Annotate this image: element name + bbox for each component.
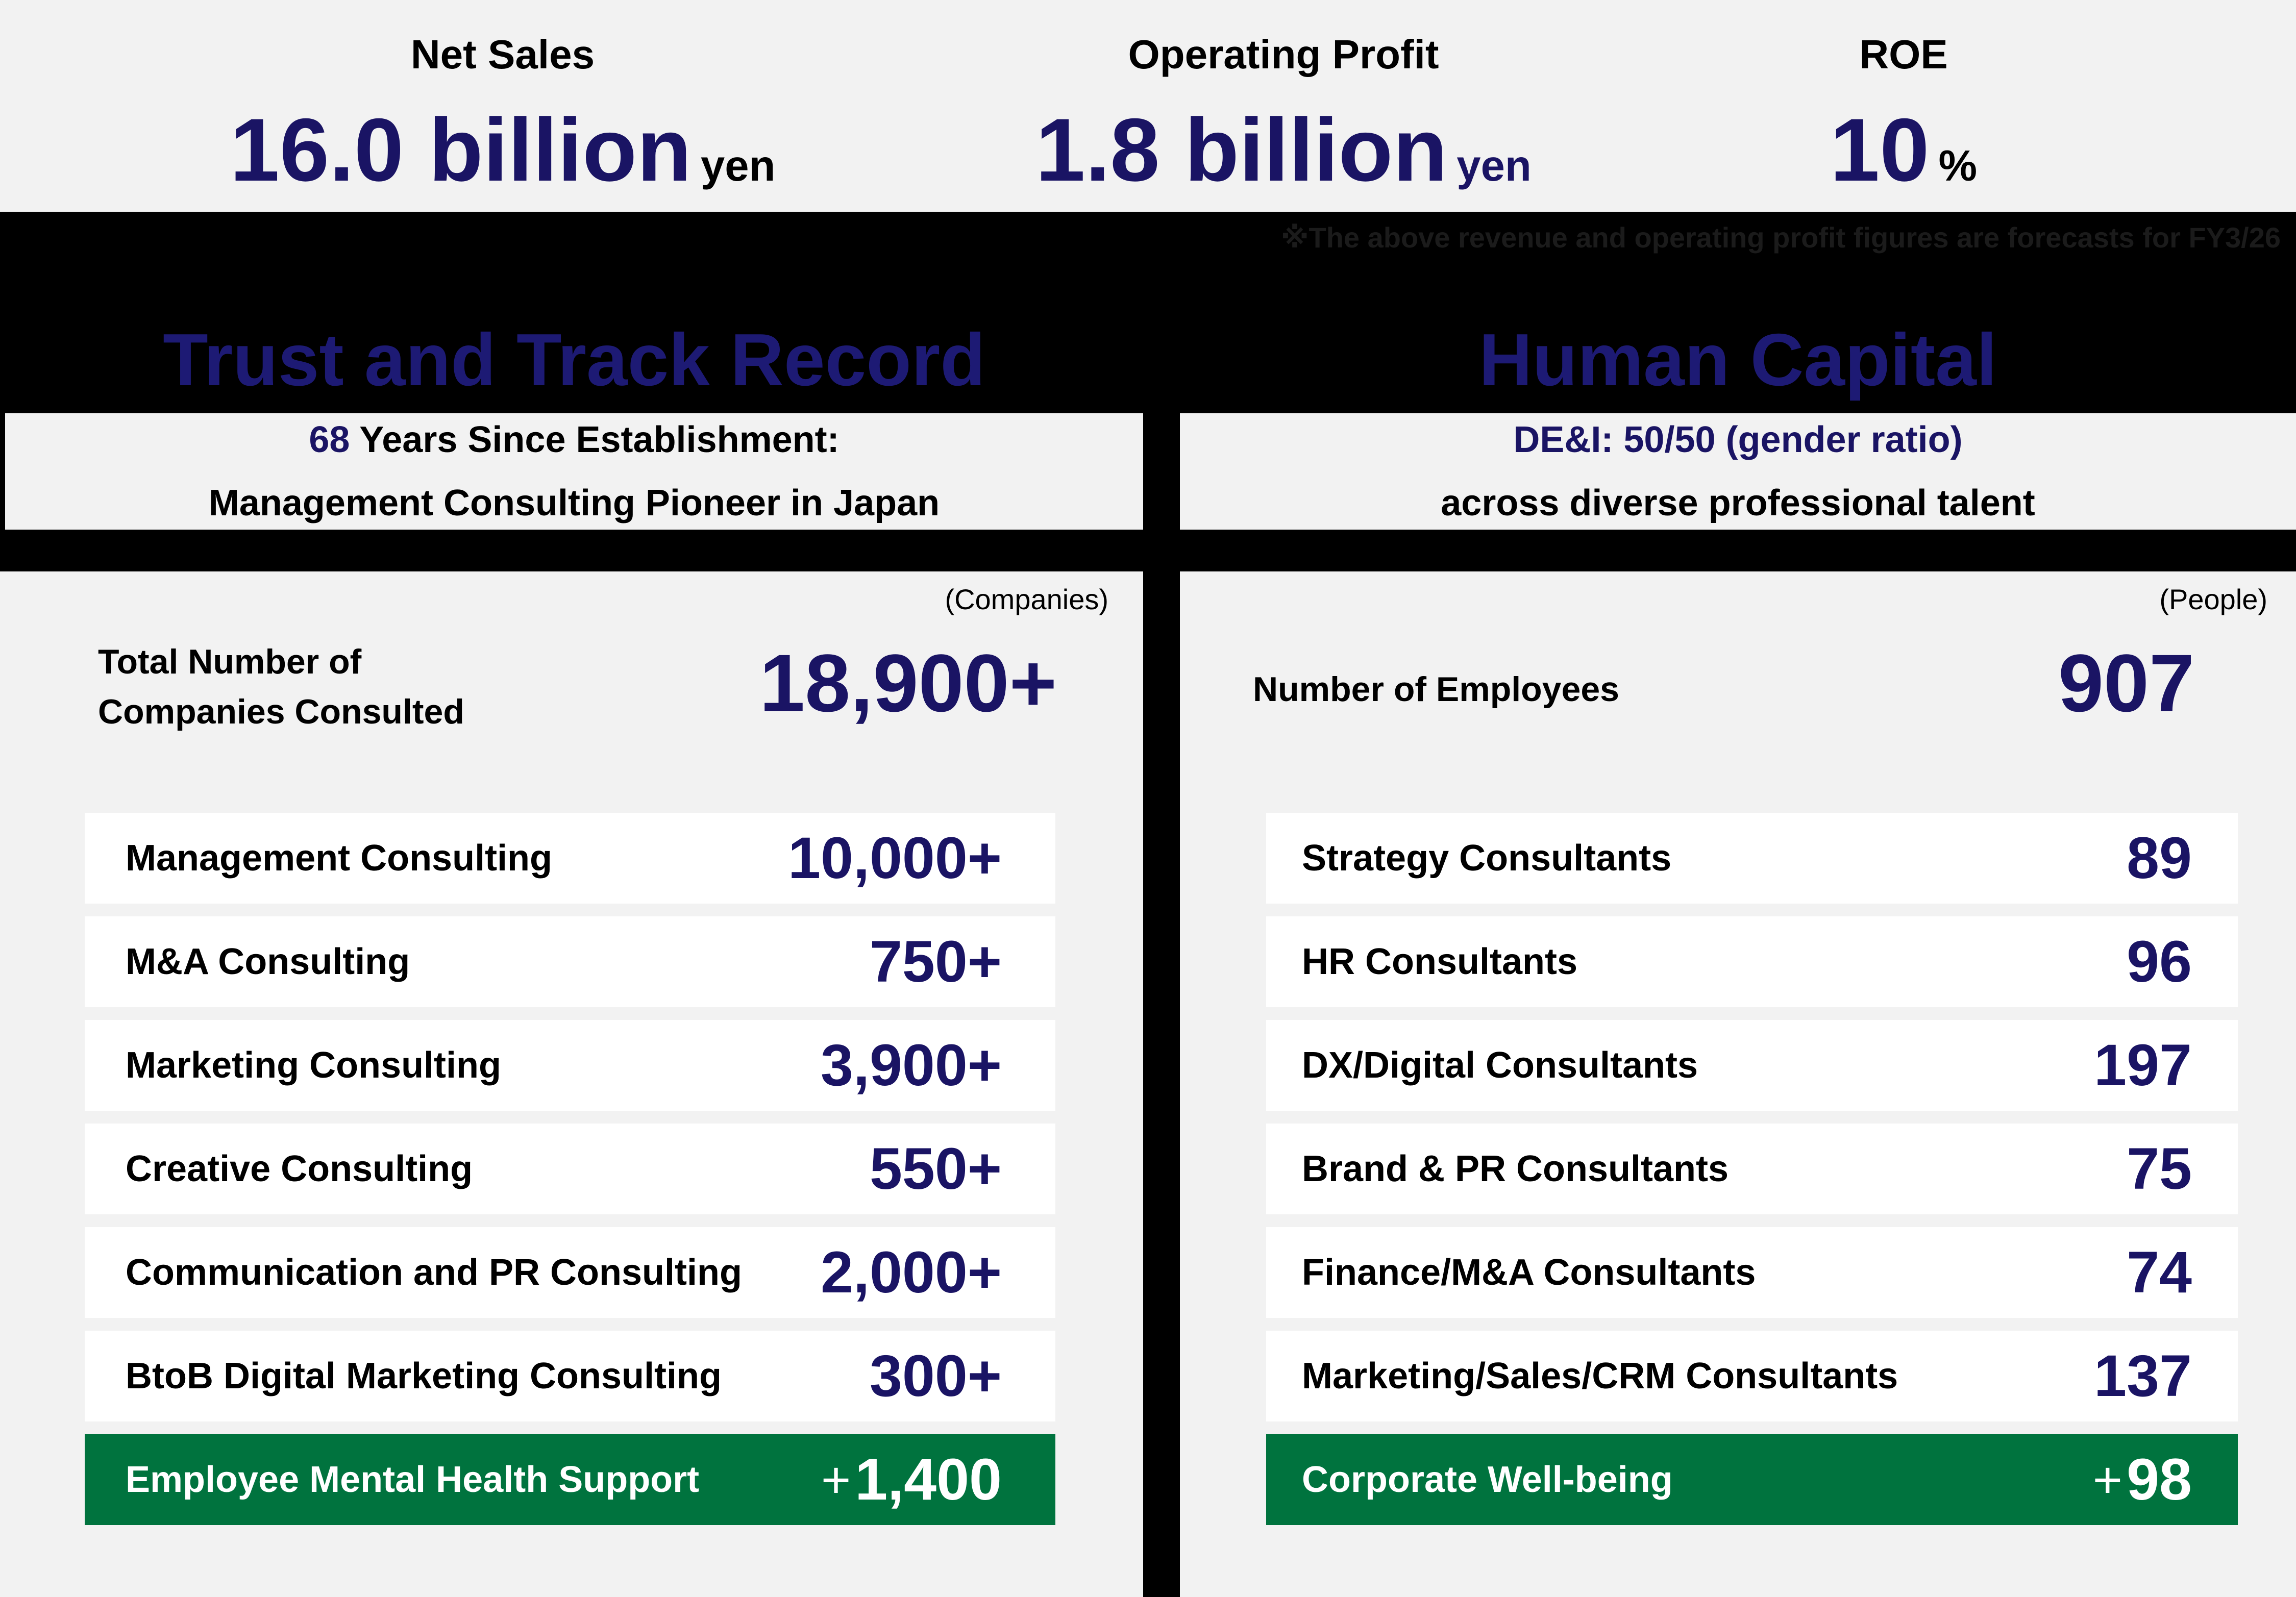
center-divider (1143, 571, 1180, 1597)
row-label: Creative Consulting (126, 1149, 473, 1189)
right-total-label: Number of Employees (1253, 670, 1619, 709)
left-unit-label: (Companies) (945, 583, 1108, 615)
row-value: 89 (2127, 826, 2192, 891)
kpi-label: Operating Profit (1128, 32, 1439, 77)
kpi-value: 1.8 billion (1035, 101, 1448, 200)
kpi-roe (1495, 32, 2296, 227)
left-subtitle-line1 (309, 408, 839, 471)
row-value: 96 (2127, 929, 2192, 994)
row-value: 2,000+ (821, 1240, 1002, 1305)
row-label: Management Consulting (126, 838, 553, 879)
left-subtitle-line2: Management Consulting Pioneer in Japan (208, 483, 940, 523)
left-total-value: 18,900+ (759, 637, 1057, 729)
row-value: 550+ (869, 1136, 1002, 1202)
row-label: HR Consultants (1302, 941, 1577, 982)
row-label: Employee Mental Health Support (126, 1459, 700, 1500)
table-row (85, 813, 1055, 904)
right-subtitle (1180, 413, 2296, 530)
row-value: 3,900+ (821, 1033, 1002, 1098)
left-total-label-line2: Companies Consulted (98, 692, 464, 731)
left-subtitle (5, 413, 1143, 530)
table-row (85, 916, 1055, 1007)
left-total-label (98, 637, 464, 737)
kpi-unit: % (1938, 142, 1978, 190)
highlight-row-corporate-wellbeing (1266, 1434, 2238, 1525)
left-subtitle-line1-rest: Years Since Establishment: (350, 419, 840, 460)
table-row (85, 1331, 1055, 1421)
row-label: BtoB Digital Marketing Consulting (126, 1356, 722, 1396)
row-label: Marketing/Sales/CRM Consultants (1302, 1356, 1898, 1396)
row-label: M&A Consulting (126, 941, 410, 982)
row-value (821, 1446, 1002, 1513)
row-label: Corporate Well-being (1302, 1459, 1673, 1500)
row-value-number: 1,400 (855, 1447, 1002, 1512)
table-row (85, 1124, 1055, 1214)
kpi-unit: yen (700, 142, 776, 190)
table-row (1266, 1331, 2238, 1421)
kpi-label: ROE (1859, 32, 1948, 77)
row-value: 10,000+ (788, 826, 1002, 891)
right-total-value: 907 (2058, 637, 2194, 729)
table-row (85, 1227, 1055, 1318)
kpi-value: 10 (1830, 101, 1930, 200)
kpi-value: 16.0 billion (230, 101, 692, 200)
table-row (85, 1020, 1055, 1111)
forecast-disclaimer-note: ※The above revenue and operating profit figures are forecasts for FY3/26 (1281, 221, 2281, 254)
plus-sign: + (821, 1452, 851, 1509)
table-row (1266, 916, 2238, 1007)
row-label: Marketing Consulting (126, 1045, 501, 1086)
kpi-value-line (94, 102, 911, 227)
row-value (2093, 1446, 2192, 1513)
kpi-label: Net Sales (410, 32, 595, 77)
kpi-unit: yen (1456, 142, 1532, 190)
table-row (1266, 813, 2238, 904)
right-unit-label: (People) (2159, 583, 2267, 615)
row-value: 750+ (869, 929, 1002, 994)
right-subtitle-line1: DE&I: 50/50 (gender ratio) (1513, 419, 1963, 460)
kpi-value-line (1495, 102, 2296, 227)
left-total-label-line1: Total Number of (98, 642, 362, 681)
kpi-net-sales (94, 32, 911, 227)
row-label: Communication and PR Consulting (126, 1252, 742, 1293)
row-value: 74 (2127, 1240, 2192, 1305)
years-highlight: 68 (309, 419, 350, 460)
table-row (1266, 1124, 2238, 1214)
highlight-row-mental-health (85, 1434, 1055, 1525)
table-row (1266, 1020, 2238, 1111)
row-value: 137 (2094, 1343, 2192, 1409)
section-title-human-capital: Human Capital (1478, 318, 1997, 401)
row-value: 75 (2127, 1136, 2192, 1202)
table-row (1266, 1227, 2238, 1318)
right-subtitle-line2: across diverse professional talent (1441, 483, 2035, 523)
row-label: Brand & PR Consultants (1302, 1149, 1729, 1189)
row-value-number: 98 (2127, 1447, 2192, 1512)
row-label: Finance/M&A Consultants (1302, 1252, 1756, 1293)
row-label: DX/Digital Consultants (1302, 1045, 1698, 1086)
plus-sign: + (2092, 1452, 2123, 1509)
row-value: 197 (2094, 1033, 2192, 1098)
row-value: 300+ (869, 1343, 1002, 1409)
row-label: Strategy Consultants (1302, 838, 1672, 879)
section-title-trust-and-track-record: Trust and Track Record (163, 318, 985, 401)
